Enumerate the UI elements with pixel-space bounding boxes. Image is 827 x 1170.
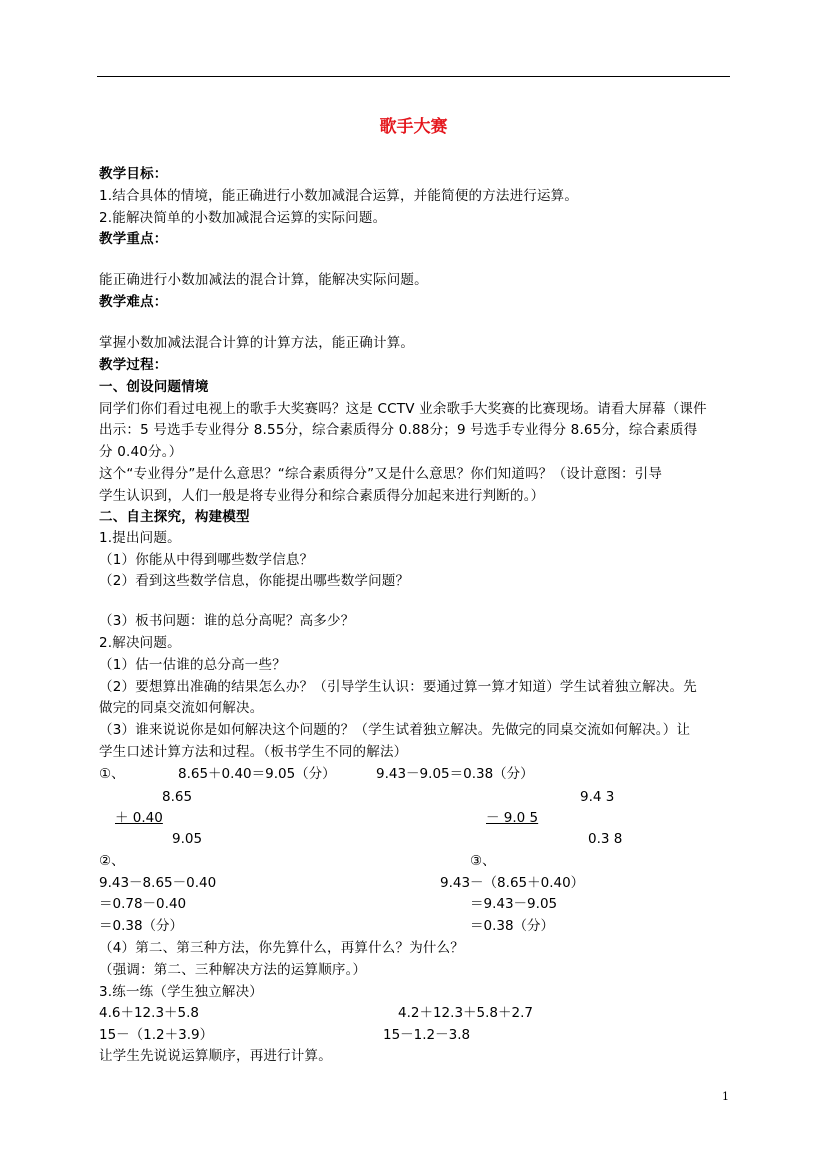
section-2-heading: 二、自主探究，构建模型 xyxy=(99,509,250,525)
practice-item: 15－1.2－3.8 xyxy=(383,1027,471,1043)
step-heading: 3.练一练（学生独立解决） xyxy=(99,984,263,1000)
paragraph-line: 学生认识到，人们一般是将专业得分和综合素质得分加起来进行判断的。） xyxy=(99,488,545,504)
goal-line: 2.能解决简单的小数加减混合运算的实际问题。 xyxy=(99,210,387,226)
paragraph-line: 同学们你们看过电视上的歌手大奖赛吗？这是 CCTV 业余歌手大奖赛的比赛现场。请看大屏幕（课件 xyxy=(99,401,707,417)
paragraph-line: 分 0.40分。） xyxy=(99,444,183,460)
practice-item: 15－（1.2＋3.9） xyxy=(99,1027,214,1043)
vertical-minuend: 9.4 3 xyxy=(580,789,615,805)
difficulties-text: 掌握小数加减法混合计算的计算方法，能正确计算。 xyxy=(99,335,415,351)
question-line: （3）板书问题：谁的总分高呢？高多少？ xyxy=(99,613,355,629)
closing-line: 让学生先说说运算顺序，再进行计算。 xyxy=(99,1048,332,1064)
solve-line: 学生口述计算方法和过程。（板书学生不同的解法） xyxy=(99,744,408,760)
step-heading: 1.提出问题。 xyxy=(99,530,181,546)
solve-line: 做完的同桌交流如何解决。 xyxy=(99,700,264,716)
teaching-goals-heading: 教学目标： xyxy=(99,166,168,182)
page-number: 1 xyxy=(722,1090,729,1103)
method-3-step: ＝0.38（分） xyxy=(470,918,555,934)
key-points-text: 能正确进行小数加减法的混合计算，能解决实际问题。 xyxy=(99,272,428,288)
solve-line: （1）估一估谁的总分高一些？ xyxy=(99,657,286,673)
vertical-subtrahend: － 9.0 5 xyxy=(486,810,539,826)
method-1-equation: 8.65＋0.40＝9.05（分） xyxy=(178,766,336,782)
vertical-addend: ＋ 0.40 xyxy=(115,810,163,826)
step-heading: 2.解决问题。 xyxy=(99,635,181,651)
method-3-label: ③、 xyxy=(470,853,496,869)
method-2-step: ＝0.38（分） xyxy=(99,918,184,934)
method-2-step: ＝0.78－0.40 xyxy=(99,896,187,912)
method-1-label: ①、 xyxy=(99,766,125,782)
header-rule xyxy=(97,76,730,77)
paragraph-line: 这个“专业得分”是什么意思？“综合素质得分”又是什么意思？你们知道吗？（设计意图：引导 xyxy=(99,466,663,482)
practice-item: 4.2＋12.3＋5.8＋2.7 xyxy=(398,1005,533,1021)
vertical-difference: 0.3 8 xyxy=(588,831,623,847)
question-line: （2）看到这些数学信息，你能提出哪些数学问题？ xyxy=(99,573,410,589)
solve-line: （3）谁来说说你是如何解决这个问题的？（学生试着独立解决。先做完的同桌交流如何解决。）让 xyxy=(99,722,691,738)
process-heading: 教学过程： xyxy=(99,357,168,373)
solve-line: （强调：第二、三种解决方法的运算顺序。） xyxy=(99,962,367,978)
method-2-step: 9.43－8.65－0.40 xyxy=(99,875,217,891)
vertical-addend: 8.65 xyxy=(162,789,193,805)
goal-line: 1.结合具体的情境，能正确进行小数加减混合运算，并能简便的方法进行运算。 xyxy=(99,188,579,204)
vertical-sum: 9.05 xyxy=(172,831,203,847)
method-3-step: 9.43－（8.65＋0.40） xyxy=(440,875,585,891)
difficulties-heading: 教学难点： xyxy=(99,294,168,310)
key-points-heading: 教学重点： xyxy=(99,231,168,247)
page-title: 歌手大赛 xyxy=(379,117,448,137)
method-1-equation: 9.43－9.05＝0.38（分） xyxy=(376,766,534,782)
method-3-step: ＝9.43－9.05 xyxy=(470,896,558,912)
question-line: （1）你能从中得到哪些数学信息？ xyxy=(99,552,314,568)
section-1-heading: 一、创设问题情境 xyxy=(99,379,209,395)
practice-item: 4.6＋12.3＋5.8 xyxy=(99,1005,199,1021)
paragraph-line: 出示：5 号选手专业得分 8.55分，综合素质得分 0.88分；9 号选手专业得分 8.65分，综合素质得 xyxy=(99,422,698,438)
solve-line: （2）要想算出准确的结果怎么办？（引导学生认识：要通过算一算才知道）学生试着独立解决。先 xyxy=(99,679,697,695)
solve-line: （4）第二、第三种方法，你先算什么，再算什么？为什么？ xyxy=(99,940,464,956)
method-2-label: ②、 xyxy=(99,853,125,869)
